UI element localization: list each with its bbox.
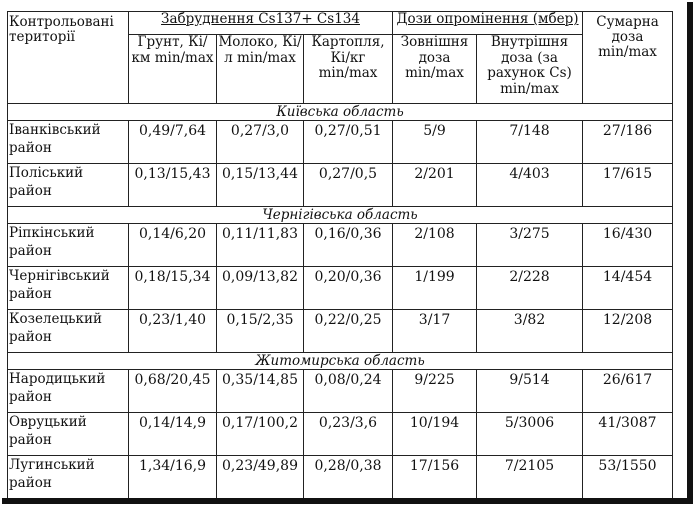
table-row <box>8 413 673 456</box>
cell-potato: 0,22/0,25 <box>304 310 393 353</box>
table-row <box>8 370 673 413</box>
cell-total: 14/454 <box>583 267 673 310</box>
cell-potato: 0,23/3,6 <box>304 413 393 456</box>
region-row <box>8 104 673 121</box>
radiation-table <box>7 11 673 499</box>
cell-internal: 5/3006 <box>477 413 583 456</box>
cell-total: 27/186 <box>583 121 673 164</box>
header-contamination-label: Забруднення Cs137+ Cs134 <box>161 11 360 27</box>
header-contamination-group <box>129 12 393 35</box>
cell-internal: 2/228 <box>477 267 583 310</box>
table-row <box>8 224 673 267</box>
cell-external: 9/225 <box>393 370 477 413</box>
cell-internal: 3/275 <box>477 224 583 267</box>
district-name: Овруцький район <box>8 413 129 456</box>
header-dose-label: Дози опромінення (мбер) <box>396 11 579 27</box>
district-name: Лугинський район <box>8 456 129 499</box>
cell-internal: 4/403 <box>477 164 583 207</box>
table-row <box>8 164 673 207</box>
cell-total: 41/3087 <box>583 413 673 456</box>
table-row <box>8 121 673 164</box>
header-potato: Картопля, Кі/кг min/max <box>304 35 393 104</box>
cell-milk: 0,35/14,85 <box>217 370 304 413</box>
cell-total: 17/615 <box>583 164 673 207</box>
district-name: Поліський район <box>8 164 129 207</box>
cell-total: 16/430 <box>583 224 673 267</box>
cell-soil: 0,13/15,43 <box>129 164 217 207</box>
cell-external: 10/194 <box>393 413 477 456</box>
cell-total: 26/617 <box>583 370 673 413</box>
cell-soil: 0,18/15,34 <box>129 267 217 310</box>
cell-soil: 0,49/7,64 <box>129 121 217 164</box>
cell-milk: 0,27/3,0 <box>217 121 304 164</box>
cell-potato: 0,20/0,36 <box>304 267 393 310</box>
cell-external: 17/156 <box>393 456 477 499</box>
district-name: Козелецький район <box>8 310 129 353</box>
cell-internal: 9/514 <box>477 370 583 413</box>
cell-milk: 0,23/49,89 <box>217 456 304 499</box>
district-name: Іванківський район <box>8 121 129 164</box>
cell-external: 2/108 <box>393 224 477 267</box>
cell-milk: 0,17/100,2 <box>217 413 304 456</box>
region-title: Чернігівська область <box>8 207 673 224</box>
cell-total: 12/208 <box>583 310 673 353</box>
document-frame <box>2 2 693 504</box>
table-row <box>8 456 673 499</box>
district-name: Народицький район <box>8 370 129 413</box>
header-dose-group <box>393 12 583 35</box>
header-territory: Контрольовані території <box>8 12 129 104</box>
header-milk: Молоко, Кі/л min/max <box>217 35 304 104</box>
region-title: Житомирська область <box>8 353 673 370</box>
header-soil: Грунт, Кі/км min/max <box>129 35 217 104</box>
cell-milk: 0,09/13,82 <box>217 267 304 310</box>
header-total-dose: Сумарна доза min/max <box>583 12 673 104</box>
header-external-dose: Зовнішня доза min/max <box>393 35 477 104</box>
header-row-1 <box>8 12 673 35</box>
cell-milk: 0,11/11,83 <box>217 224 304 267</box>
region-row <box>8 353 673 370</box>
cell-external: 3/17 <box>393 310 477 353</box>
region-row <box>8 207 673 224</box>
table-row <box>8 310 673 353</box>
cell-internal: 3/82 <box>477 310 583 353</box>
cell-external: 1/199 <box>393 267 477 310</box>
cell-milk: 0,15/2,35 <box>217 310 304 353</box>
cell-potato: 0,16/0,36 <box>304 224 393 267</box>
table-body <box>8 104 673 499</box>
cell-soil: 1,34/16,9 <box>129 456 217 499</box>
header-internal-dose: Внутрішня доза (за рахунок Cs) min/max <box>477 35 583 104</box>
cell-milk: 0,15/13,44 <box>217 164 304 207</box>
district-name: Ріпкінський район <box>8 224 129 267</box>
cell-internal: 7/2105 <box>477 456 583 499</box>
cell-soil: 0,68/20,45 <box>129 370 217 413</box>
cell-soil: 0,23/1,40 <box>129 310 217 353</box>
region-title: Київська область <box>8 104 673 121</box>
district-name: Чернігівський район <box>8 267 129 310</box>
cell-total: 53/1550 <box>583 456 673 499</box>
cell-soil: 0,14/14,9 <box>129 413 217 456</box>
cell-internal: 7/148 <box>477 121 583 164</box>
cell-external: 2/201 <box>393 164 477 207</box>
cell-potato: 0,27/0,51 <box>304 121 393 164</box>
cell-soil: 0,14/6,20 <box>129 224 217 267</box>
table-row <box>8 267 673 310</box>
cell-external: 5/9 <box>393 121 477 164</box>
cell-potato: 0,08/0,24 <box>304 370 393 413</box>
cell-potato: 0,27/0,5 <box>304 164 393 207</box>
cell-potato: 0,28/0,38 <box>304 456 393 499</box>
